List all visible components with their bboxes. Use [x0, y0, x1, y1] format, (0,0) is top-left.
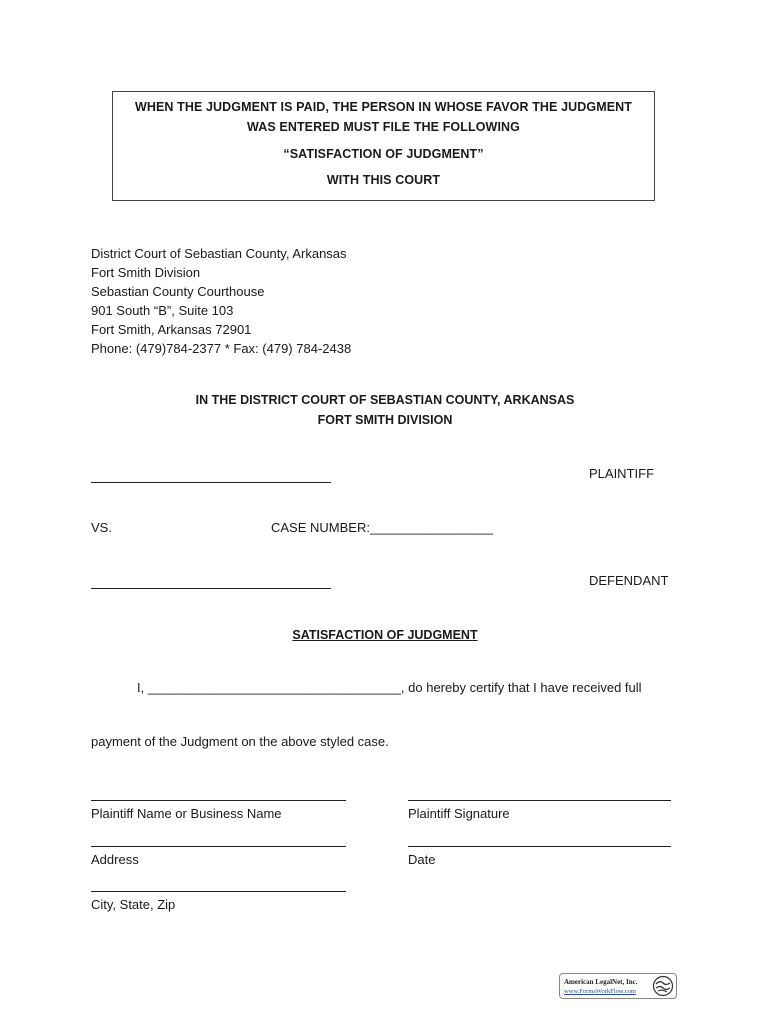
- notice-line-4: WITH THIS COURT: [326, 173, 441, 187]
- notice-line-2: WAS ENTERED MUST FILE THE FOLLOWING: [247, 120, 520, 134]
- notice-line-1: WHEN THE JUDGMENT IS PAID, THE PERSON IN WHOSE FAVOR THE JUDGMENT: [134, 100, 633, 114]
- globe-icon: [652, 975, 674, 997]
- logo-company: American LegalNet, Inc.: [564, 978, 638, 986]
- defendant-label: DEFENDANT: [589, 573, 669, 588]
- certify-text: , do hereby certify that I have received full: [400, 680, 642, 695]
- date-label: Date: [408, 852, 436, 867]
- payment-text: payment of the Judgment on the above styled case.: [91, 734, 389, 749]
- court-heading-line-1: IN THE DISTRICT COURT OF SEBASTIAN COUNTY, ARKANSAS: [195, 393, 575, 407]
- address-line[interactable]: [91, 846, 346, 847]
- plaintiff-name-field[interactable]: [91, 482, 331, 483]
- notice-line-3: “SATISFACTION OF JUDGMENT”: [283, 147, 484, 161]
- court-street: 901 South “B”, Suite 103: [91, 303, 234, 318]
- court-building: Sebastian County Courthouse: [91, 284, 265, 299]
- logo-url[interactable]: www.FormsWorkFlow.com: [564, 988, 636, 995]
- court-name: District Court of Sebastian County, Arkansas: [91, 246, 347, 261]
- notice-box: [112, 91, 655, 201]
- plaintiff-label: PLAINTIFF: [589, 466, 655, 481]
- plaintiff-signature-label: Plaintiff Signature: [408, 806, 510, 821]
- i-label: I,: [137, 680, 145, 695]
- form-title: SATISFACTION OF JUDGMENT: [292, 628, 478, 642]
- address-label: Address: [91, 852, 139, 867]
- court-city: Fort Smith, Arkansas 72901: [91, 322, 252, 337]
- certifier-name-field[interactable]: ___________________________________: [147, 680, 401, 695]
- date-line[interactable]: [408, 846, 671, 847]
- defendant-name-field[interactable]: [91, 588, 331, 589]
- court-heading-line-2: FORT SMITH DIVISION: [317, 413, 453, 427]
- city-state-zip-label: City, State, Zip: [91, 897, 176, 912]
- plaintiff-name-label: Plaintiff Name or Business Name: [91, 806, 282, 821]
- american-legalnet-logo: [559, 973, 677, 999]
- court-phone: Phone: (479)784-2377 * Fax: (479) 784-2438: [91, 341, 352, 356]
- court-division: Fort Smith Division: [91, 265, 201, 280]
- city-state-zip-line[interactable]: [91, 891, 346, 892]
- plaintiff-name-line[interactable]: [91, 800, 346, 801]
- case-number-field[interactable]: CASE NUMBER:_________________: [271, 520, 493, 535]
- vs-label: VS.: [91, 520, 112, 535]
- court-address: [91, 244, 351, 358]
- plaintiff-signature-line[interactable]: [408, 800, 671, 801]
